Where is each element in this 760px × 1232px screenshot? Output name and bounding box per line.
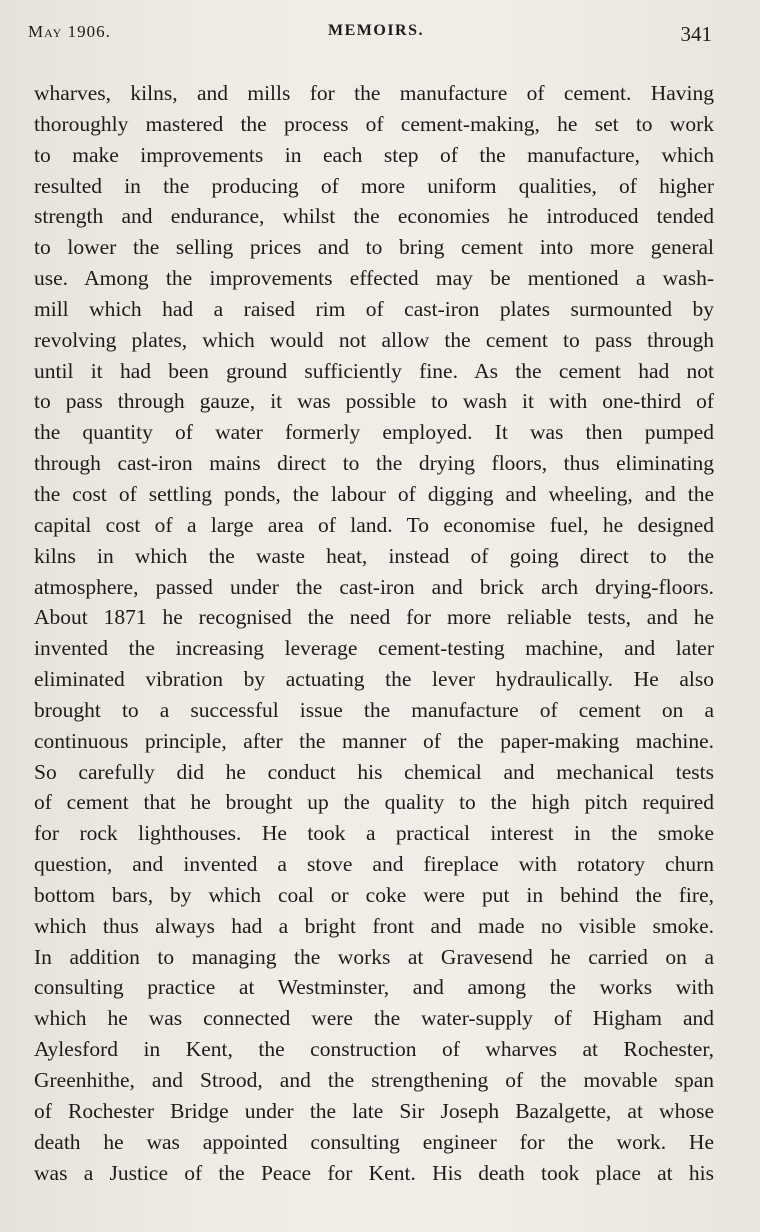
text-line: consulting practice at Westminster, and among the works with xyxy=(34,975,714,1000)
text-line: wharves, kilns, and mills for the manufacture of cement. Having xyxy=(34,81,714,105)
text-line: thoroughly mastered the process of cement-making, he set to work xyxy=(34,111,714,136)
text-line: brought to a successful issue the manufacture of cement on a xyxy=(34,697,714,722)
text-line: strength and endurance, whilst the economies he introduced tended xyxy=(34,204,714,229)
running-header xyxy=(28,22,712,52)
text-line: to make improvements in each step of the manufacture, which xyxy=(34,142,714,167)
body-text xyxy=(34,78,714,1188)
header-title: MEMOIRS. xyxy=(328,22,424,39)
text-line: About 1871 he recognised the need for more reliable tests, and he xyxy=(34,605,714,630)
text-line: invented the increasing leverage cement-testing machine, and later xyxy=(34,636,714,661)
text-line: was a Justice of the Peace for Kent. His death took place at his xyxy=(34,1160,714,1185)
text-line: mill which had a raised rim of cast-iron plates surmounted by xyxy=(34,296,714,321)
text-line: bottom bars, by which coal or coke were put in behind the fire, xyxy=(34,882,714,907)
text-line: Greenhithe, and Strood, and the strengthening of the movable span xyxy=(34,1068,714,1092)
header-date: May 1906. xyxy=(28,22,111,41)
text-line: kilns in which the waste heat, instead of going direct to the xyxy=(34,543,714,568)
text-line: revolving plates, which would not allow the cement to pass through xyxy=(34,327,714,352)
text-line: Aylesford in Kent, the construction of wharves at Rochester, xyxy=(34,1037,714,1062)
text-line: question, and invented a stove and fireplace with rotatory churn xyxy=(34,852,714,877)
text-line: eliminated vibration by actuating the lever hydraulically. He also xyxy=(34,667,714,692)
text-line: which thus always had a bright front and made no visible smoke. xyxy=(34,913,714,938)
text-line: use. Among the improvements effected may be mentioned a wash- xyxy=(34,266,714,291)
text-line: death he was appointed consulting engineer for the work. He xyxy=(34,1129,714,1154)
text-line: until it had been ground sufficiently fine. As the cement had not xyxy=(34,358,714,383)
page-number: 341 xyxy=(680,22,712,46)
text-line: capital cost of a large area of land. To economise fuel, he designed xyxy=(34,512,714,537)
text-line: of cement that he brought up the quality to the high pitch required xyxy=(34,790,714,815)
text-line: of Rochester Bridge under the late Sir Joseph Bazalgette, at whose xyxy=(34,1098,714,1123)
text-line: the quantity of water formerly employed. It was then pumped xyxy=(34,420,714,445)
text-line: resulted in the producing of more uniform qualities, of higher xyxy=(34,173,714,198)
text-line: In addition to managing the works at Gravesend he carried on a xyxy=(34,944,714,969)
text-line: which he was connected were the water-supply of Higham and xyxy=(34,1006,714,1031)
text-line: for rock lighthouses. He took a practical interest in the smoke xyxy=(34,821,714,846)
text-line: atmosphere, passed under the cast-iron and brick arch drying-floors. xyxy=(34,574,714,599)
text-line: the cost of settling ponds, the labour of digging and wheeling, and the xyxy=(34,481,714,506)
text-line: So carefully did he conduct his chemical and mechanical tests xyxy=(34,759,714,784)
text-line: through cast-iron mains direct to the drying floors, thus eliminating xyxy=(34,451,714,476)
text-line: continuous principle, after the manner of the paper-making machine. xyxy=(34,728,714,753)
text-line: to lower the selling prices and to bring cement into more general xyxy=(34,235,714,260)
text-line: to pass through gauze, it was possible to wash it with one-third of xyxy=(34,389,714,414)
